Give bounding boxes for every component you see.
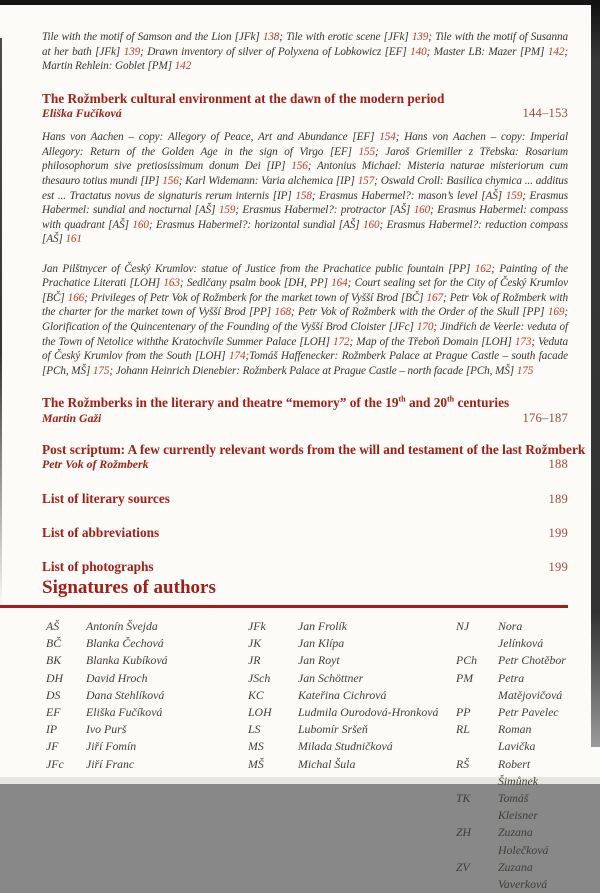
signature-name: Petr Pavelec bbox=[498, 705, 559, 720]
signature-row bbox=[46, 635, 248, 652]
signature-row bbox=[248, 652, 456, 669]
section-author-row bbox=[42, 411, 568, 425]
signature-name: Ludmila Ourodová-Hronková bbox=[298, 705, 439, 720]
signature-abbr: IP bbox=[46, 722, 58, 737]
signature-row bbox=[46, 721, 248, 738]
signature-name: Lubomír Sršeň bbox=[298, 722, 368, 737]
signature-row bbox=[456, 652, 568, 669]
signatures-columns bbox=[0, 608, 568, 893]
list-title: List of literary sources bbox=[42, 491, 170, 507]
signature-name: Dana Stehlíková bbox=[86, 687, 165, 702]
signature-name: Antonín Švejda bbox=[86, 619, 158, 633]
list-page-number: 189 bbox=[548, 492, 568, 507]
signature-row bbox=[248, 738, 456, 755]
signature-abbr: JF bbox=[46, 739, 59, 754]
signature-row bbox=[456, 756, 568, 790]
toc-list-row-abbreviations bbox=[42, 525, 568, 539]
signature-row bbox=[456, 618, 568, 652]
list-title: List of photographs bbox=[42, 559, 154, 575]
signature-abbr: PP bbox=[456, 705, 471, 720]
toc-content bbox=[0, 5, 600, 573]
signature-name: Jan Royt bbox=[298, 653, 340, 668]
signature-abbr: JR bbox=[248, 653, 261, 668]
signature-abbr: MŠ bbox=[248, 756, 264, 771]
signature-abbr: PM bbox=[456, 670, 474, 685]
signature-row bbox=[46, 670, 248, 687]
signature-abbr: PCh bbox=[456, 653, 477, 668]
toc-entry-paragraph: Hans von Aachen – copy: Allegory of Peace, Art and Abundance [EF] 154; Hans von Aachen – copy: Imperial Allegory: Return of the Golden Age in the sign of Virgo [EF] 155; Jaroš Griemiller z Třebska: Rosarium philosophorum sive pretiosissimum donum Dei [IP] 156; Antonius Michael: Misteria naturae misteriorum cum thesauro totius mundi [IP] 156; Karl Widemann: Varia alchemica [IP] 157; Oswald Croll: Basilica chymica ... additus est ... Tractatus novus de signaturis rerum internis [IP] 158; Erasmus Habermel?: mason’s level [AŠ] 159; Erasmus Habermel: sundial and nocturnal [AŠ] 159; Erasmus Habermel?: protractor [AŠ] 160; Erasmus Habermel: compass with quadrant [AŠ] 160; Erasmus Habermel?: horizontal sundial [AŠ] 160; Erasmus Habermel?: reduction compass [AŠ] 161 bbox=[42, 131, 568, 246]
signature-name: Tomáš Kleisner bbox=[498, 791, 538, 823]
toc-section-rozmberks-memory bbox=[42, 396, 568, 425]
signature-row bbox=[248, 635, 456, 652]
signature-name: Zuzana Vaverková bbox=[498, 859, 548, 892]
signature-abbr: NJ bbox=[456, 619, 470, 633]
signature-name: Roman Lavička bbox=[498, 722, 536, 754]
signature-name: Jan Klípa bbox=[298, 636, 345, 651]
toc-section-rozmberk-cultural bbox=[42, 92, 568, 379]
toc-entry-paragraph: Tile with the motif of Samson and the Lion [JFk] 138; Tile with erotic scene [JFk] 139; Tile with the motif of Susanna at her bath [JFk] 139; Drawn inventory of silver of Polyxena of Lobkowicz [EF] 140; Master LB: Mazer [PM] 142; Martin Rehlein: Goblet [PM] 142 bbox=[42, 31, 568, 73]
signatures-column-1 bbox=[46, 618, 248, 893]
signature-abbr: DS bbox=[46, 687, 61, 702]
signature-abbr: MS bbox=[248, 739, 264, 754]
signature-row bbox=[248, 687, 456, 704]
list-title: List of abbreviations bbox=[42, 525, 160, 541]
signature-row bbox=[46, 704, 248, 721]
signature-row bbox=[456, 859, 568, 893]
signature-row bbox=[456, 824, 568, 858]
signature-row bbox=[248, 756, 456, 773]
section-author: Petr Vok of Rožmberk bbox=[42, 457, 149, 472]
signature-row bbox=[46, 756, 248, 773]
signature-abbr: ZH bbox=[456, 825, 472, 840]
signature-row bbox=[46, 618, 248, 635]
signature-abbr: BK bbox=[46, 653, 62, 668]
signature-row bbox=[456, 721, 568, 755]
signature-name: Michal Šula bbox=[298, 756, 356, 771]
signature-abbr: RL bbox=[456, 722, 470, 737]
toc-list-row-literary-sources bbox=[42, 491, 568, 505]
toc-list-row-photographs bbox=[42, 559, 568, 573]
signature-row bbox=[456, 790, 568, 824]
section-title: Post scriptum: A few currently relevant words from the will and testament of the last Rožmberk bbox=[42, 441, 586, 457]
signature-row bbox=[248, 704, 456, 721]
signature-row bbox=[248, 618, 456, 635]
signature-row bbox=[46, 738, 248, 755]
signature-row bbox=[248, 721, 456, 738]
signature-name: Blanka Čechová bbox=[86, 636, 164, 651]
signature-name: Eliška Fučíková bbox=[86, 705, 163, 720]
section-title: The Rožmberk cultural environment at the dawn of the modern period bbox=[42, 90, 445, 106]
signature-abbr: TK bbox=[456, 791, 471, 806]
section-page-range: 144–153 bbox=[522, 106, 568, 121]
signature-abbr: JK bbox=[248, 636, 262, 651]
signatures-column-3 bbox=[456, 618, 568, 893]
signature-abbr: JFk bbox=[248, 619, 266, 633]
signature-name: Ivo Purš bbox=[86, 722, 127, 737]
signature-row bbox=[248, 670, 456, 687]
signature-row bbox=[46, 652, 248, 669]
section-page-range: 176–187 bbox=[522, 410, 568, 425]
signature-name: Petr Chotěbor bbox=[498, 653, 566, 668]
signature-name: Jiří Fomín bbox=[86, 739, 137, 754]
signature-abbr: LS bbox=[248, 722, 261, 737]
section-author: Eliška Fučíková bbox=[42, 106, 122, 121]
signature-row bbox=[46, 687, 248, 704]
toc-entry-paragraph: Jan Pilštnycer of Český Krumlov: statue of Justice from the Prachatice public fountain [PP] 162; Painting of the Prachatice Literati [LOH] 163; Sedlčany psalm book [DH, PP] 164; Court sealing set for the City of Český Krumlov [BČ] 166; Privileges of Petr Vok of Rožmberk for the market town of Vyšší Brod [BČ] 167; Petr Vok of Rožmberk with the charter for the market town of Vyšší Brod [PP] 168; Petr Vok of Rožmberk with the Order of the Skull [PP] 169; Glorification of the Quincentenary of the Founding of the Vyšší Brod Cloister [JFc] 170; Jindřich de Veerle: veduta of the Town of Netolice withthe Kratochvíle Summer Palace [LOH] 172; Map of the Třeboň Domain [LOH] 173; Veduta of Český Krumlov from the South [LOH] 174;Tomáš Haffenecker: Rožmberk Palace at Prague Castle – south facade [PCh, MŠ] 175; Johann Heinrich Dienebier: Rožmberk Palace at Prague Castle – north facade [PCh, MŠ] 175 bbox=[42, 262, 569, 377]
signature-abbr: LOH bbox=[248, 705, 272, 720]
section-title: The Rožmberks in the literary and theatre “memory” of the 19th and 20th centuries bbox=[42, 394, 510, 411]
signature-name: Blanka Kubíková bbox=[86, 653, 168, 668]
list-page-number: 199 bbox=[548, 560, 568, 575]
section-author-row bbox=[42, 457, 568, 471]
signature-row bbox=[456, 704, 568, 721]
signature-name: Robert Šimůnek bbox=[498, 756, 538, 788]
section-author-row bbox=[42, 106, 568, 120]
signature-abbr: RŠ bbox=[456, 756, 470, 771]
signature-abbr: BČ bbox=[46, 636, 62, 651]
section-page-range: 188 bbox=[548, 457, 568, 472]
signature-name: Nora Jelínková bbox=[498, 619, 544, 651]
signature-abbr: ZV bbox=[456, 859, 470, 874]
signature-name: Jiří Franc bbox=[86, 756, 135, 771]
signatures-heading: Signatures of authors bbox=[0, 577, 568, 608]
signature-abbr: DH bbox=[46, 670, 64, 685]
signatures-column-2 bbox=[248, 618, 456, 893]
signature-name: Milada Studničková bbox=[298, 739, 393, 754]
signature-abbr: JFc bbox=[46, 756, 64, 771]
signature-name: Zuzana Holečková bbox=[498, 825, 549, 857]
signature-name: Kateřina Cichrová bbox=[298, 687, 387, 702]
signature-name: Jan Frolík bbox=[298, 619, 348, 633]
toc-section-post-scriptum bbox=[42, 441, 586, 472]
signature-abbr: AŠ bbox=[46, 619, 60, 633]
signature-abbr: EF bbox=[46, 705, 61, 720]
signature-name: David Hroch bbox=[86, 670, 148, 685]
signature-row bbox=[456, 670, 568, 704]
signature-name: Jan Schöttner bbox=[298, 670, 364, 685]
list-page-number: 199 bbox=[548, 526, 568, 541]
signature-name: Petra Matějovičová bbox=[498, 670, 563, 702]
section-author: Martin Gaži bbox=[42, 410, 102, 425]
signatures-section bbox=[0, 577, 568, 893]
signature-abbr: JSch bbox=[248, 670, 271, 685]
signature-abbr: KC bbox=[248, 687, 264, 702]
